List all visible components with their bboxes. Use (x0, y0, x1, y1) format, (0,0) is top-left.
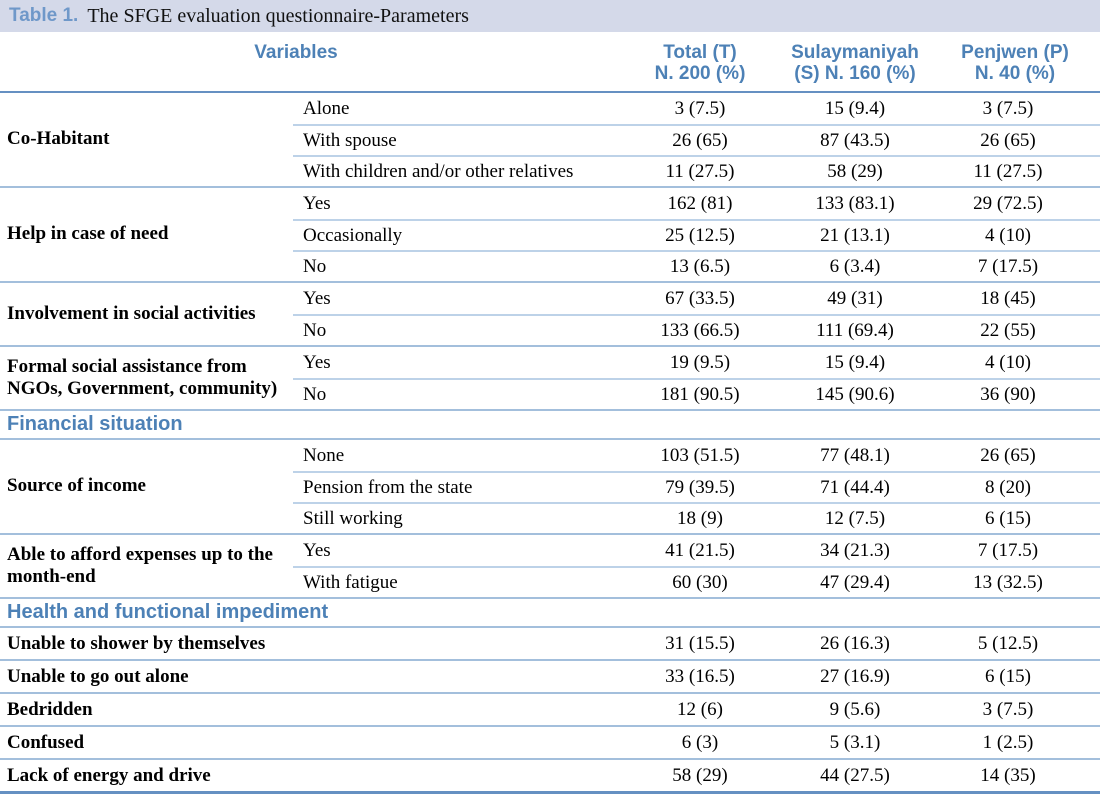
value-cell: 19 (9.5) (669, 351, 731, 373)
section-header-label: Financial situation (7, 413, 183, 435)
sulaymaniyah-column-header-line1: Sulaymaniyah (791, 42, 919, 63)
value-cell: 6 (15) (985, 665, 1031, 687)
category-cell: Yes (303, 192, 331, 214)
value-cell: 49 (31) (827, 287, 883, 309)
value-cell: 5 (12.5) (977, 632, 1039, 654)
section-header-row (0, 599, 1100, 628)
group-label: Able to afford expenses up to the month-end (7, 543, 273, 587)
row-label: Unable to shower by themselves (7, 632, 266, 654)
value-cell: 13 (32.5) (930, 566, 1100, 597)
category-cell: With children and/or other relatives (293, 155, 620, 186)
group-row (0, 535, 1100, 599)
category-cell: No (293, 378, 620, 409)
value-cell: 14 (35) (980, 764, 1036, 786)
group-row (0, 347, 1100, 411)
value-cell: 3 (7.5) (674, 97, 726, 119)
penjwen-column-header (930, 32, 1100, 91)
row-label: Confused (7, 731, 85, 753)
sulaymaniyah-column-header (780, 32, 930, 91)
value-cell: 79 (39.5) (620, 471, 780, 502)
value-cell: 22 (55) (930, 314, 1100, 345)
category-cell: With fatigue (293, 566, 620, 597)
value-cell: 6 (3.4) (780, 250, 930, 281)
value-cell: 133 (83.1) (815, 192, 895, 214)
value-cell: 60 (30) (620, 566, 780, 597)
group-row (0, 283, 1100, 347)
value-cell: 18 (45) (980, 287, 1036, 309)
section-header-label: Health and functional impediment (7, 601, 329, 623)
section-header-row (0, 411, 1100, 440)
group-row (0, 188, 1100, 283)
category-cell: Yes (303, 539, 331, 561)
category-cell: Pension from the state (293, 471, 620, 502)
category-cell: No (293, 314, 620, 345)
single-row (0, 727, 1100, 760)
value-cell: 21 (13.1) (780, 219, 930, 250)
row-label: Lack of energy and drive (7, 764, 211, 786)
single-row (0, 628, 1100, 661)
single-row (0, 760, 1100, 794)
group-label: Source of income (7, 475, 146, 497)
header-row (0, 32, 1100, 93)
group-label: Involvement in social activities (7, 302, 256, 324)
table-body (0, 93, 1100, 794)
single-row (0, 694, 1100, 727)
value-cell: 6 (3) (681, 731, 719, 753)
value-cell: 33 (16.5) (665, 665, 735, 687)
category-cell: No (293, 250, 620, 281)
row-label: Unable to go out alone (7, 665, 189, 687)
value-cell: 11 (27.5) (930, 155, 1100, 186)
value-cell: 47 (29.4) (780, 566, 930, 597)
value-cell: 58 (29) (780, 155, 930, 186)
category-cell: Occasionally (293, 219, 620, 250)
value-cell: 15 (9.4) (824, 97, 886, 119)
group-label: Help in case of need (7, 223, 169, 245)
value-cell: 4 (10) (930, 219, 1100, 250)
single-row (0, 661, 1100, 694)
value-cell: 9 (5.6) (829, 698, 881, 720)
total-column-header-line1: Total (T) (663, 42, 737, 63)
value-cell: 67 (33.5) (665, 287, 735, 309)
group-row (0, 440, 1100, 535)
value-cell: 77 (48.1) (820, 444, 890, 466)
value-cell: 133 (66.5) (620, 314, 780, 345)
category-cell: Yes (303, 287, 331, 309)
penjwen-column-header-line2: N. 40 (%) (974, 63, 1056, 84)
value-cell: 12 (6) (677, 698, 723, 720)
category-cell: None (303, 444, 345, 466)
category-cell: Still working (293, 502, 620, 533)
value-cell: 7 (17.5) (930, 250, 1100, 281)
value-cell: 4 (10) (985, 351, 1031, 373)
total-column-header-line2: N. 200 (%) (654, 63, 746, 84)
sulaymaniyah-column-header-line2: (S) N. 160 (%) (794, 63, 916, 84)
value-cell: 58 (29) (672, 764, 728, 786)
value-cell: 12 (7.5) (780, 502, 930, 533)
table-title: The SFGE evaluation questionnaire-Parameters (87, 4, 469, 27)
category-cell: Alone (303, 97, 350, 119)
value-cell: 26 (65) (980, 444, 1036, 466)
penjwen-column-header-line1: Penjwen (P) (961, 42, 1069, 63)
total-column-header (620, 32, 780, 91)
value-cell: 5 (3.1) (829, 731, 881, 753)
group-label: Co-Habitant (7, 128, 110, 150)
value-cell: 8 (20) (930, 471, 1100, 502)
group-row (0, 93, 1100, 188)
value-cell: 71 (44.4) (780, 471, 930, 502)
value-cell: 27 (16.9) (820, 665, 890, 687)
value-cell: 31 (15.5) (665, 632, 735, 654)
value-cell: 162 (81) (667, 192, 733, 214)
value-cell: 18 (9) (620, 502, 780, 533)
category-cell: With spouse (293, 124, 620, 155)
variables-column-header: Variables (254, 42, 338, 63)
value-cell: 1 (2.5) (982, 731, 1034, 753)
value-cell: 3 (7.5) (982, 698, 1034, 720)
row-label: Bedridden (7, 698, 93, 720)
value-cell: 145 (90.6) (780, 378, 930, 409)
value-cell: 111 (69.4) (780, 314, 930, 345)
value-cell: 7 (17.5) (977, 539, 1039, 561)
value-cell: 44 (27.5) (820, 764, 890, 786)
value-cell: 103 (51.5) (660, 444, 740, 466)
value-cell: 25 (12.5) (620, 219, 780, 250)
value-cell: 15 (9.4) (824, 351, 886, 373)
value-cell: 6 (15) (930, 502, 1100, 533)
table-number: Table 1. (9, 5, 79, 26)
value-cell: 29 (72.5) (973, 192, 1043, 214)
value-cell: 41 (21.5) (665, 539, 735, 561)
value-cell: 87 (43.5) (780, 124, 930, 155)
value-cell: 26 (65) (620, 124, 780, 155)
value-cell: 3 (7.5) (982, 97, 1034, 119)
value-cell: 11 (27.5) (620, 155, 780, 186)
value-cell: 26 (16.3) (820, 632, 890, 654)
value-cell: 181 (90.5) (620, 378, 780, 409)
value-cell: 26 (65) (930, 124, 1100, 155)
value-cell: 36 (90) (930, 378, 1100, 409)
value-cell: 34 (21.3) (820, 539, 890, 561)
category-cell: Yes (303, 351, 331, 373)
group-label: Formal social assistance from NGOs, Government, community) (7, 355, 278, 399)
table-caption (0, 0, 1100, 32)
value-cell: 13 (6.5) (620, 250, 780, 281)
